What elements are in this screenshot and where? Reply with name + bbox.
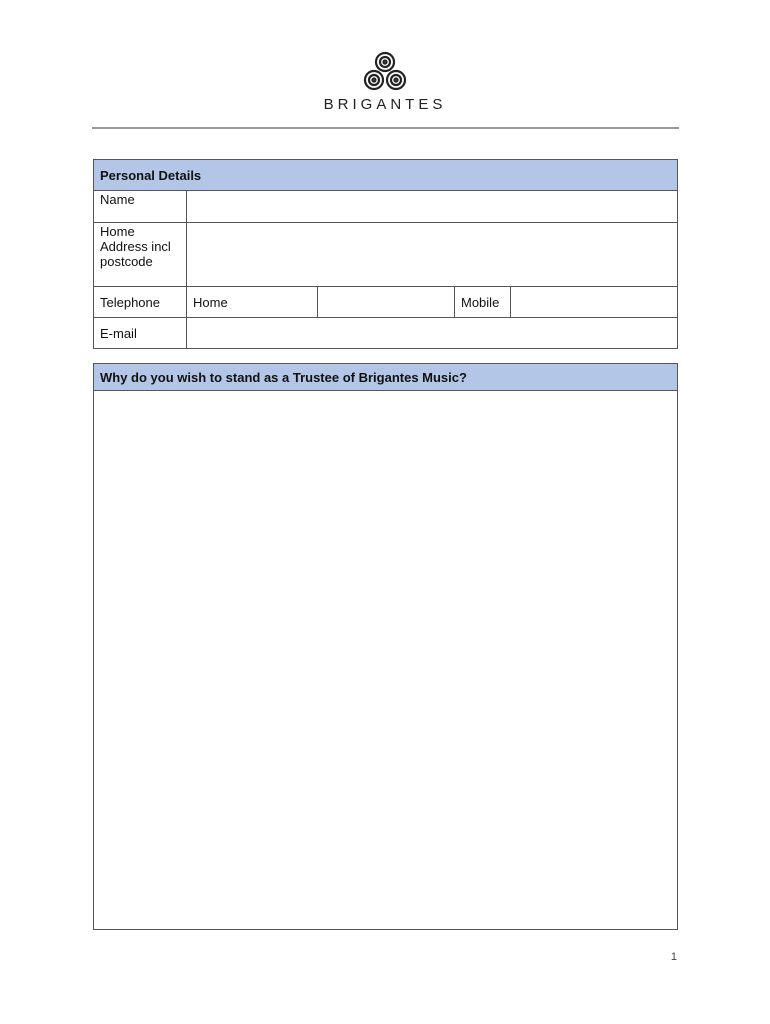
name-field[interactable] <box>187 191 678 223</box>
personal-details-title: Personal Details <box>94 160 678 191</box>
home-phone-field[interactable] <box>318 287 455 318</box>
brand-name: BRIGANTES <box>323 96 447 113</box>
mobile-phone-field[interactable] <box>511 287 678 318</box>
trustee-question-title: Why do you wish to stand as a Trustee of Brigantes Music? <box>94 364 678 391</box>
personal-details-table <box>93 159 678 349</box>
telephone-label: Telephone <box>94 287 187 318</box>
email-field[interactable] <box>187 318 678 349</box>
home-phone-label: Home <box>187 287 318 318</box>
page-number: 1 <box>670 951 677 963</box>
header-divider <box>92 127 679 129</box>
brand-logo <box>0 50 770 113</box>
name-label: Name <box>94 191 187 223</box>
triple-spiral-icon <box>361 50 409 92</box>
address-field[interactable] <box>187 223 678 287</box>
mobile-label: Mobile <box>455 287 511 318</box>
email-label: E-mail <box>94 318 187 349</box>
address-label: Home Address incl postcode <box>94 223 187 287</box>
trustee-answer-field[interactable] <box>94 391 678 930</box>
trustee-question-table <box>93 363 678 930</box>
